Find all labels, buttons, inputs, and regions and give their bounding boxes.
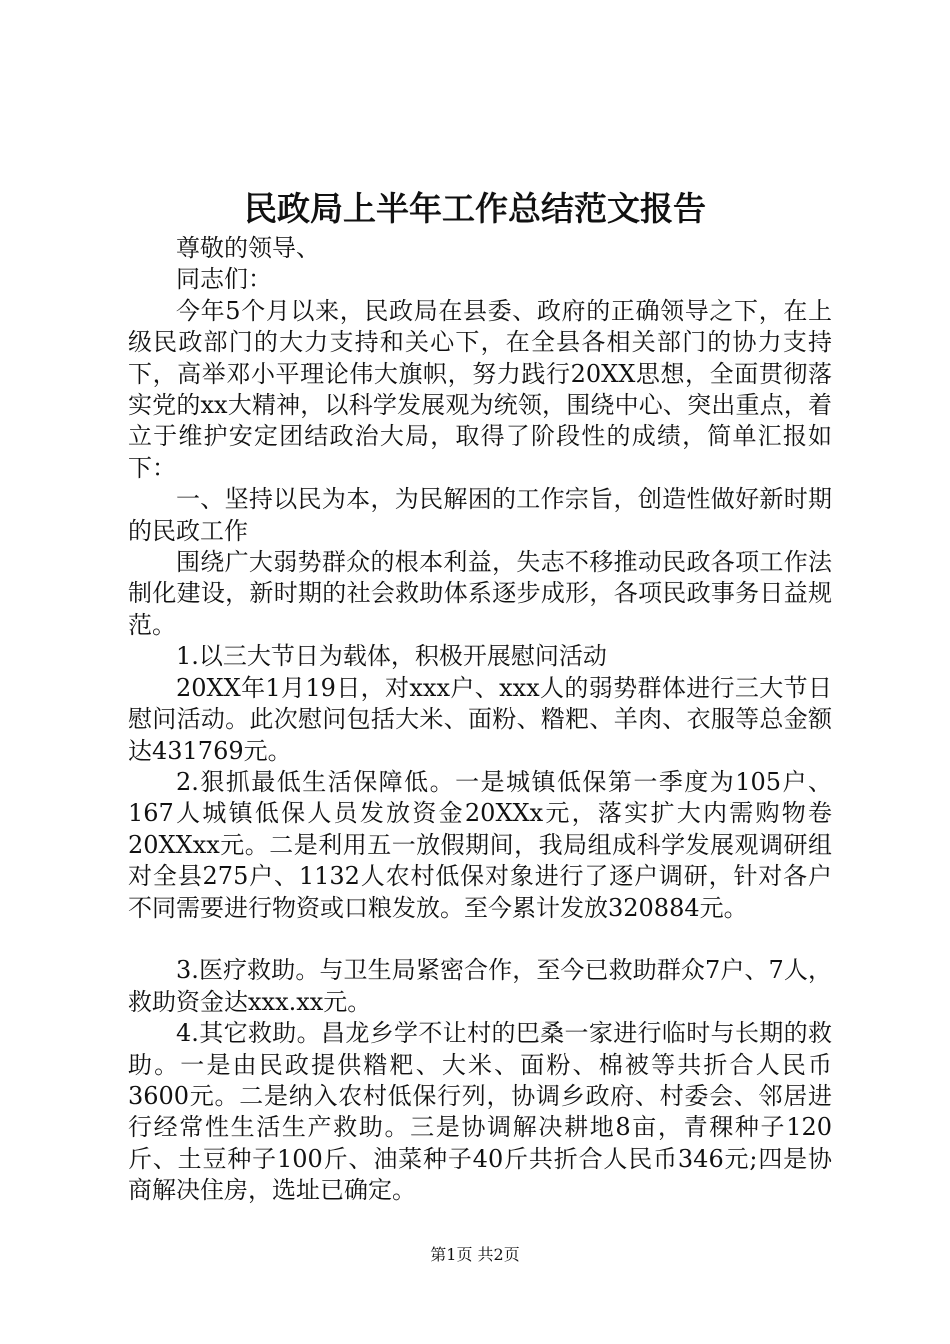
document-title: 民政局上半年工作总结范文报告 <box>244 189 706 228</box>
section-heading-1: 一、坚持以民为本，为民解困的工作宗旨，创造性做好新时期的民政工作 <box>128 485 832 545</box>
item-paragraph-3: 3.医疗救助。与卫生局紧密合作，至今已救助群众7户、7人，救助资金达xxx.xx元。 <box>128 956 832 1016</box>
item-paragraph-2: 2.狠抓最低生活保障低。一是城镇低保第一季度为105户、167人城镇低保人员发放资金20XXx元，落实扩大内需购物卷20XXxx元。二是利用五一放假期间，我局组成科学发展观调研组对全县275户、1132人农村低保对象进行了逐户调研，针对各户不同需要进行物资或口粮发放。至今累计发放320884元。 <box>128 767 832 922</box>
item-paragraph-1: 20XX年1月19日，对xxx户、xxx人的弱势群体进行三大节日慰问活动。此次慰问包括大米、面粉、糌粑、羊肉、衣服等总金额达431769元。 <box>128 673 832 765</box>
salutation-line-1: 尊敬的领导、 <box>176 234 320 262</box>
document-body <box>128 233 832 1207</box>
salutation-line-2: 同志们： <box>176 265 272 294</box>
item-paragraph-4: 4.其它救助。昌龙乡学不让村的巴桑一家进行临时与长期的救助。一是由民政提供糌粑、大米、面粉、棉被等共折合人民币3600元。二是纳入农村低保行列，协调乡政府、村委会、邻居进行经常性生活生产救助。三是协调解决耕地8亩，青稞种子120斤、土豆种子100斤、油菜种子40斤共折合人民币346元;四是协商解决住房，选址已确定。 <box>128 1019 832 1205</box>
item-heading-1: 1.以三大节日为载体，积极开展慰问活动 <box>176 642 607 671</box>
page-footer: 第1页 共2页 <box>430 1245 520 1264</box>
intro-paragraph: 今年5个月以来，民政局在县委、政府的正确领导之下，在上级民政部门的大力支持和关心下，在全县各相关部门的协力支持下，高举邓小平理论伟大旗帜，努力践行20XX思想，全面贯彻落实党的xx大精神，以科学发展观为统领，围绕中心、突出重点，着立于维护安定团结政治大局，取得了阶段性的成绩，简单汇报如下： <box>128 296 832 482</box>
section-summary-paragraph: 围绕广大弱势群众的根本利益，失志不移推动民政各项工作法制化建设，新时期的社会救助体系逐步成形，各项民政事务日益规范。 <box>128 548 832 639</box>
